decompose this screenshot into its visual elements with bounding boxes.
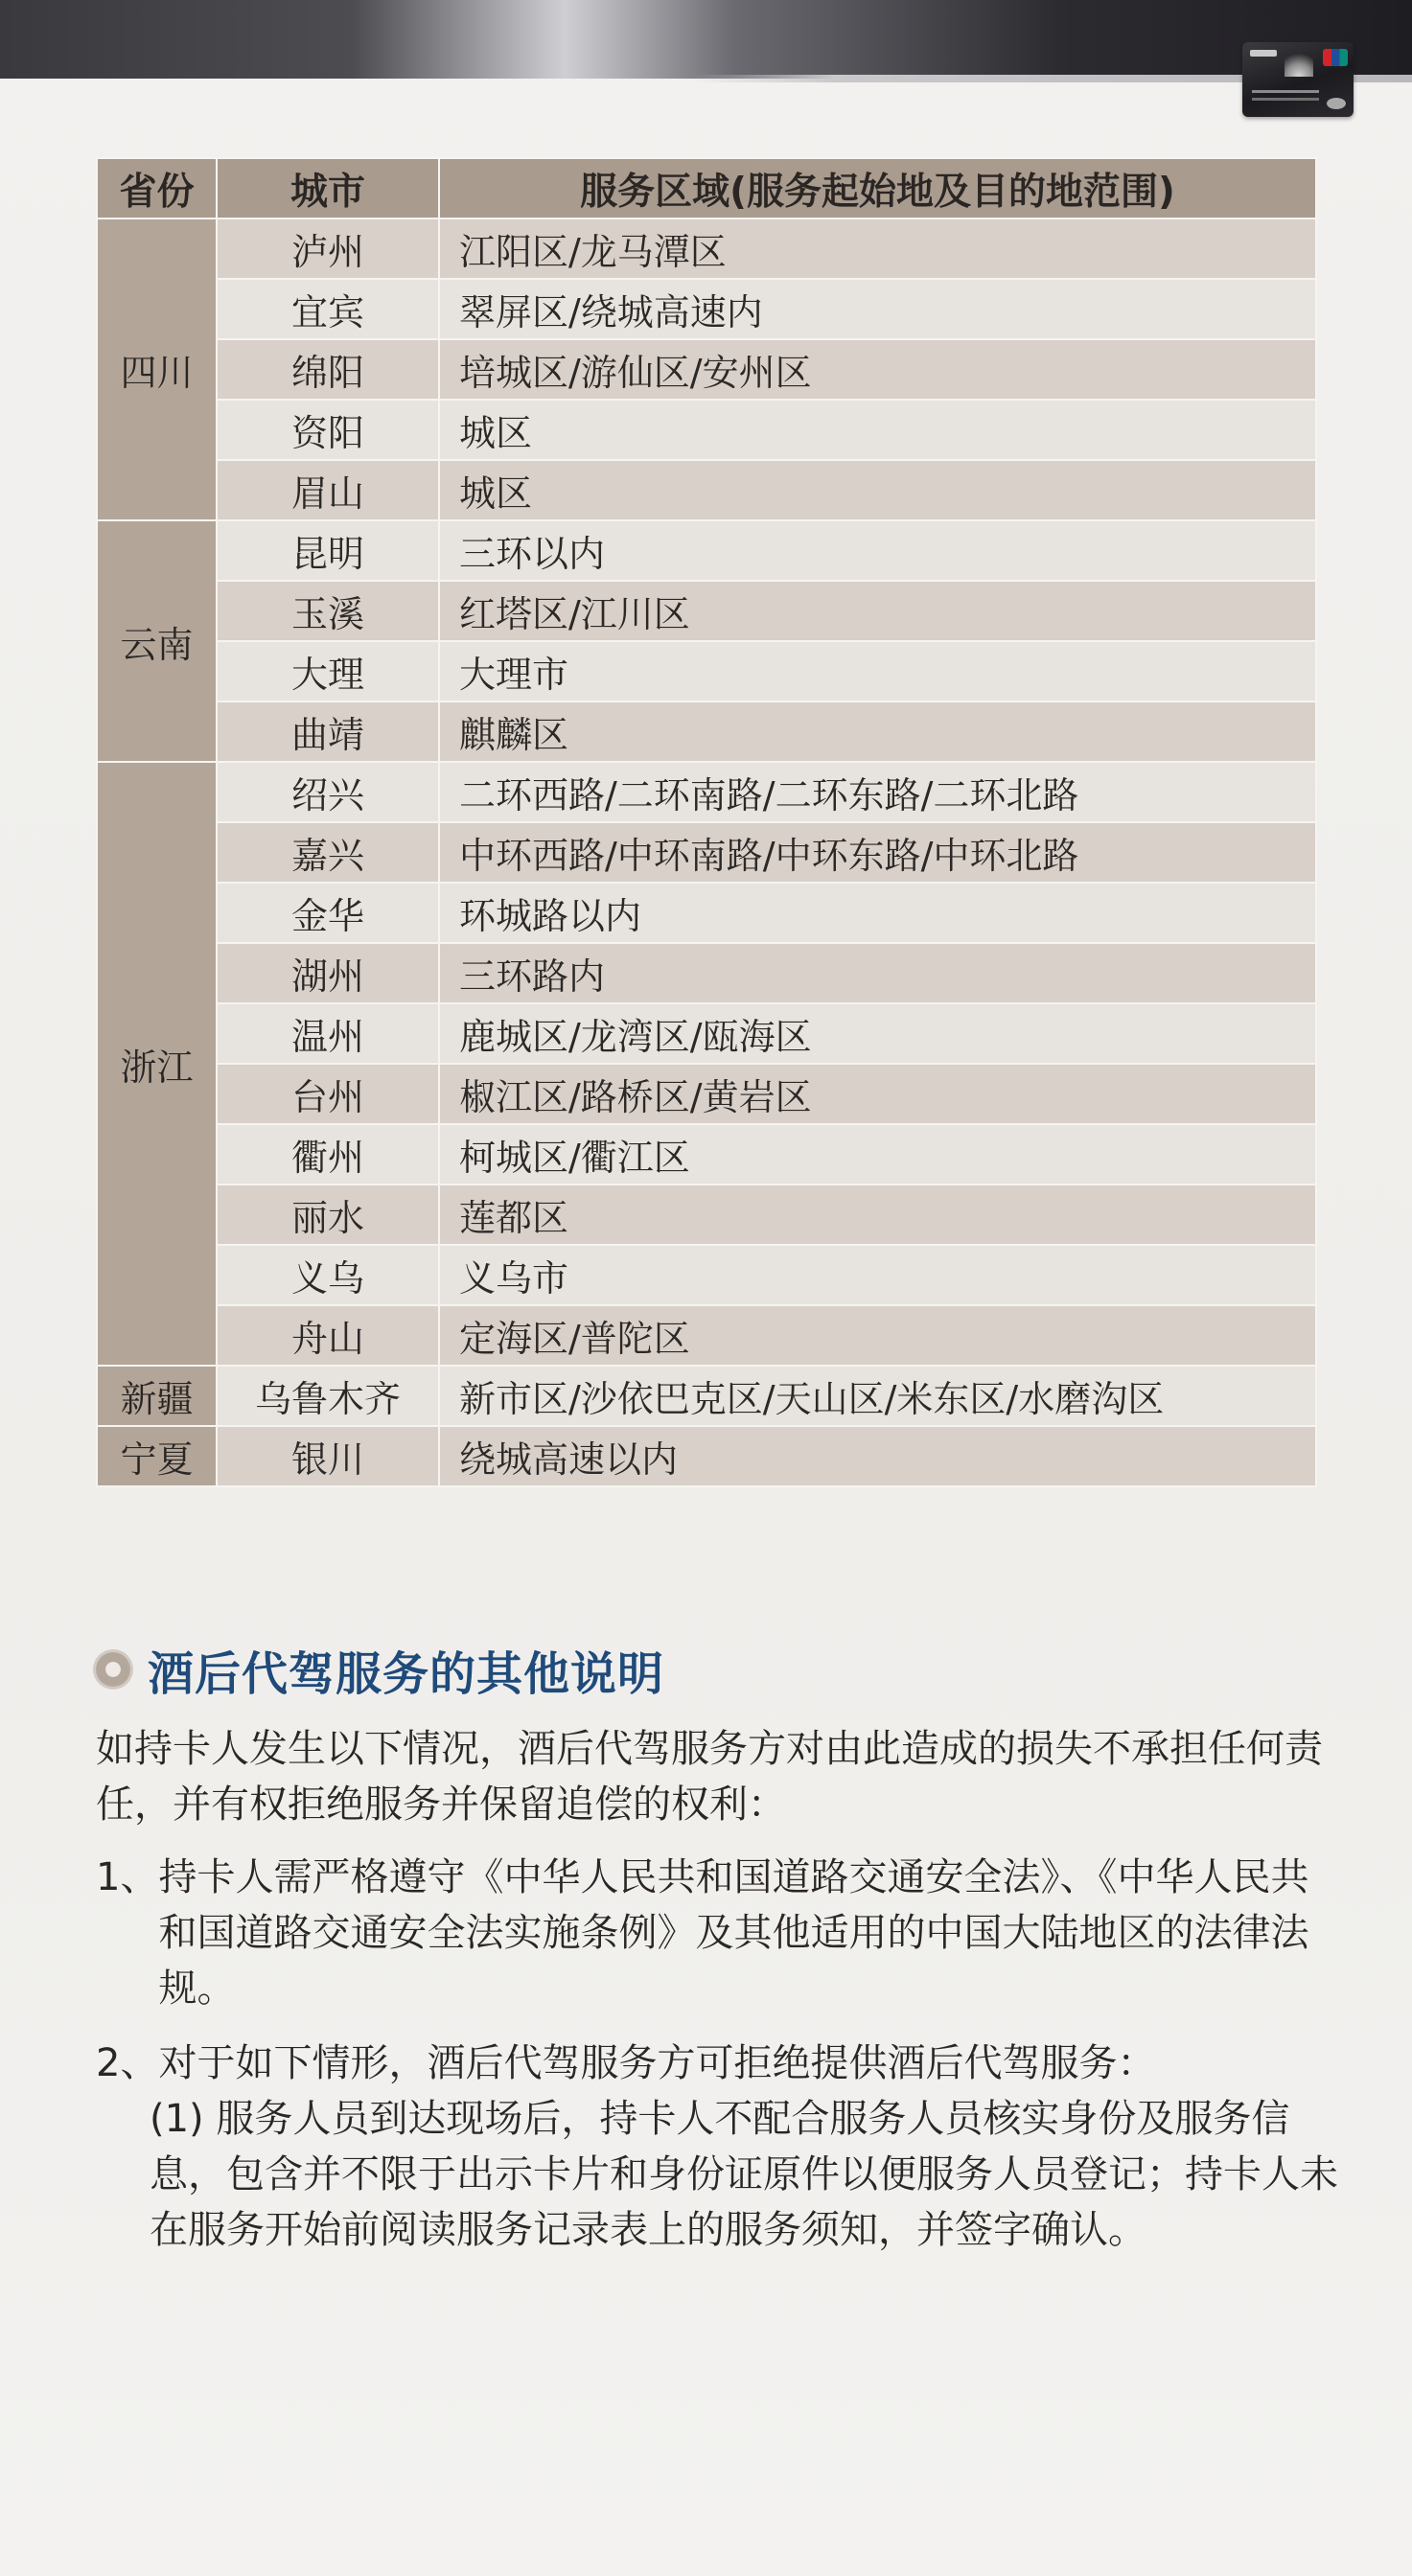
service-area-table: [96, 157, 1317, 1487]
city-cell: 乌鲁木齐: [217, 1366, 439, 1426]
city-cell: 绵阳: [217, 339, 439, 400]
table-row: [97, 1064, 1316, 1124]
table-row: [97, 1184, 1316, 1245]
service-area-cell: 麒麟区: [439, 702, 1316, 762]
service-area-cell: 培城区/游仙区/安州区: [439, 339, 1316, 400]
province-cell: 云南: [97, 520, 217, 762]
service-area-cell: 翠屏区/绕城高速内: [439, 279, 1316, 339]
service-area-cell: 城区: [439, 400, 1316, 460]
service-area-cell: 椒江区/路桥区/黄岩区: [439, 1064, 1316, 1124]
table-row: [97, 1124, 1316, 1184]
unionpay-logo-icon: [1323, 49, 1348, 66]
city-cell: 曲靖: [217, 702, 439, 762]
sub-item-1: (1) 服务人员到达现场后，持卡人不配合服务人员核实身份及服务信息，包含并不限于出示卡片和身份证原件以便服务人员登记；持卡人未在服务开始前阅读服务记录表上的服务须知，并签字确认。: [150, 2097, 1338, 2252]
service-area-cell: 定海区/普陀区: [439, 1305, 1316, 1366]
list-item-text: 对于如下情形，酒后代驾服务方可拒绝提供酒后代驾服务：: [158, 2041, 1156, 2085]
city-cell: 昆明: [217, 520, 439, 581]
table-row: [97, 702, 1316, 762]
card-mark-icon: [1327, 98, 1346, 109]
city-cell: 宜宾: [217, 279, 439, 339]
service-area-cell: 环城路以内: [439, 883, 1316, 943]
top-banner: [0, 0, 1412, 79]
city-cell: 湖州: [217, 943, 439, 1003]
city-cell: 大理: [217, 641, 439, 702]
city-cell: 金华: [217, 883, 439, 943]
table-row: [97, 822, 1316, 883]
service-area-cell: 江阳区/龙马潭区: [439, 218, 1316, 279]
service-area-cell: 中环西路/中环南路/中环东路/中环北路: [439, 822, 1316, 883]
table-row: [97, 339, 1316, 400]
bullet-circle-icon: [96, 1652, 130, 1687]
table-row: [97, 883, 1316, 943]
header-province: 省份: [97, 158, 217, 218]
table-row: [97, 1426, 1316, 1486]
city-cell: 台州: [217, 1064, 439, 1124]
table-row: [97, 1003, 1316, 1064]
list-item-number: 2、: [96, 2041, 159, 2085]
section-heading: [96, 1639, 664, 1700]
service-area-cell: 绕城高速以内: [439, 1426, 1316, 1486]
city-cell: 眉山: [217, 460, 439, 520]
city-cell: 舟山: [217, 1305, 439, 1366]
table-row: [97, 460, 1316, 520]
table-row: [97, 943, 1316, 1003]
service-area-cell: 二环西路/二环南路/二环东路/二环北路: [439, 762, 1316, 822]
header-city: 城市: [217, 158, 439, 218]
service-area-cell: 柯城区/衢江区: [439, 1124, 1316, 1184]
province-cell: 宁夏: [97, 1426, 217, 1486]
city-cell: 绍兴: [217, 762, 439, 822]
service-area-cell: 城区: [439, 460, 1316, 520]
city-cell: 玉溪: [217, 581, 439, 641]
table-row: [97, 520, 1316, 581]
list-item-text: 持卡人需严格遵守《中华人民共和国道路交通安全法》、《中华人民共和国道路交通安全法实施条例》及其他适用的中国大陆地区的法律法规。: [158, 1855, 1309, 2011]
list-item-2: [96, 2036, 1342, 2258]
city-cell: 资阳: [217, 400, 439, 460]
intro-paragraph: 如持卡人发生以下情况，酒后代驾服务方对由此造成的损失不承担任何责任，并有权拒绝服务并保留追偿的权利：: [96, 1727, 1323, 1827]
table-row: [97, 762, 1316, 822]
list-item-1: [96, 1850, 1342, 2016]
service-area-cell: 红塔区/江川区: [439, 581, 1316, 641]
service-area-cell: 新市区/沙依巴克区/天山区/米东区/水磨沟区: [439, 1366, 1316, 1426]
table-row: [97, 218, 1316, 279]
table-body: [97, 218, 1316, 1486]
section-title: 酒后代驾服务的其他说明: [148, 1646, 665, 1701]
service-area-cell: 鹿城区/龙湾区/瓯海区: [439, 1003, 1316, 1064]
province-cell: 四川: [97, 218, 217, 520]
card-emblem-icon: [1285, 48, 1313, 77]
city-cell: 银川: [217, 1426, 439, 1486]
city-cell: 丽水: [217, 1184, 439, 1245]
service-area-cell: 义乌市: [439, 1245, 1316, 1305]
service-area-cell: 莲都区: [439, 1184, 1316, 1245]
service-area-cell: 三环以内: [439, 520, 1316, 581]
table-header-row: [97, 158, 1316, 218]
bank-card-image: [1242, 42, 1354, 117]
list-item-number: 1、: [96, 1855, 159, 1899]
table-row: [97, 581, 1316, 641]
table-row: [97, 279, 1316, 339]
table-row: [97, 400, 1316, 460]
table-row: [97, 1366, 1316, 1426]
table-row: [97, 1245, 1316, 1305]
province-cell: 新疆: [97, 1366, 217, 1426]
bank-logo-icon: [1250, 50, 1277, 57]
city-cell: 温州: [217, 1003, 439, 1064]
card-text-lines: [1252, 90, 1319, 93]
city-cell: 衢州: [217, 1124, 439, 1184]
service-area-cell: 三环路内: [439, 943, 1316, 1003]
header-service-area: 服务区域(服务起始地及目的地范围): [439, 158, 1316, 218]
table-row: [97, 1305, 1316, 1366]
province-cell: 浙江: [97, 762, 217, 1366]
table-row: [97, 641, 1316, 702]
city-cell: 泸州: [217, 218, 439, 279]
service-area-cell: 大理市: [439, 641, 1316, 702]
city-cell: 义乌: [217, 1245, 439, 1305]
city-cell: 嘉兴: [217, 822, 439, 883]
